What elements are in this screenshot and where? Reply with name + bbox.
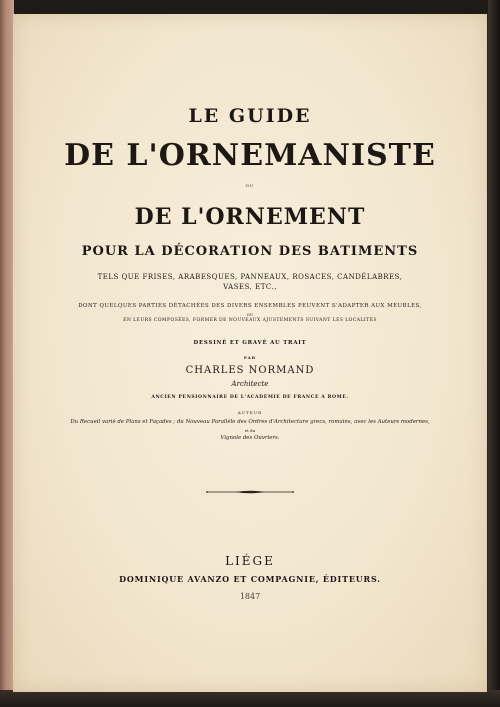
- other-works-line-2: Vignole des Ouvriers.: [220, 435, 280, 441]
- publication-year: 1847: [239, 592, 261, 601]
- auteur-label: AUTEUR: [237, 410, 263, 415]
- title-line-3: DE L'ORNEMENT: [134, 204, 366, 230]
- publication-city: LIÉGE: [225, 554, 275, 568]
- items-line-2: VASES, ETC.,: [223, 283, 277, 291]
- title-page: [13, 14, 487, 692]
- ornamental-rule: [205, 489, 295, 495]
- description-line-2: EN LEURS COMPOSÉES, FORMER DE NOUVEAUX AJUSTEMENTS SUIVANT LES LOCALITÉS: [123, 318, 377, 323]
- book-binding-bottom: [0, 690, 500, 707]
- author-honor: ANCIEN PENSIONNAIRE DE L'ACADÉMIE DE FRANCE A ROME.: [151, 395, 349, 400]
- author-name: CHARLES NORMAND: [185, 365, 315, 376]
- title-connector: OU: [245, 183, 255, 188]
- items-line-1: TELS QUE FRISES, ARABESQUES, PANNEAUX, ROSACES, CANDÉLABRES,: [97, 273, 403, 281]
- title-line-1: LE GUIDE: [188, 105, 312, 127]
- other-works-line-1: Du Recueil varié de Plans et Façades ; du Nouveau Parallèle des Ordres d'Architecture grecs, romains, avec les Auteurs modernes,: [70, 419, 430, 425]
- book-binding-right: [488, 0, 500, 707]
- title-line-2: DE L'ORNEMANISTE: [64, 138, 436, 173]
- other-works-connector: et du: [244, 428, 256, 433]
- engraving-note: DESSINÉ ET GRAVÉ AU TRAIT: [193, 340, 307, 346]
- author-title: Architecte: [231, 380, 269, 388]
- par-label: PAR: [243, 355, 257, 360]
- book-binding-left: [0, 0, 14, 707]
- publisher: DOMINIQUE AVANZO ET COMPAGNIE, ÉDITEURS.: [119, 574, 381, 584]
- description-connector: OU: [246, 312, 254, 317]
- book-binding-top: [0, 0, 500, 14]
- subtitle: POUR LA DÉCORATION DES BATIMENTS: [81, 244, 419, 259]
- description-line-1: DONT QUELQUES PARTIES DÉTACHÉES DES DIVERS ENSEMBLES PEUVENT S'ADAPTER AUX MEUBLES,: [78, 303, 422, 309]
